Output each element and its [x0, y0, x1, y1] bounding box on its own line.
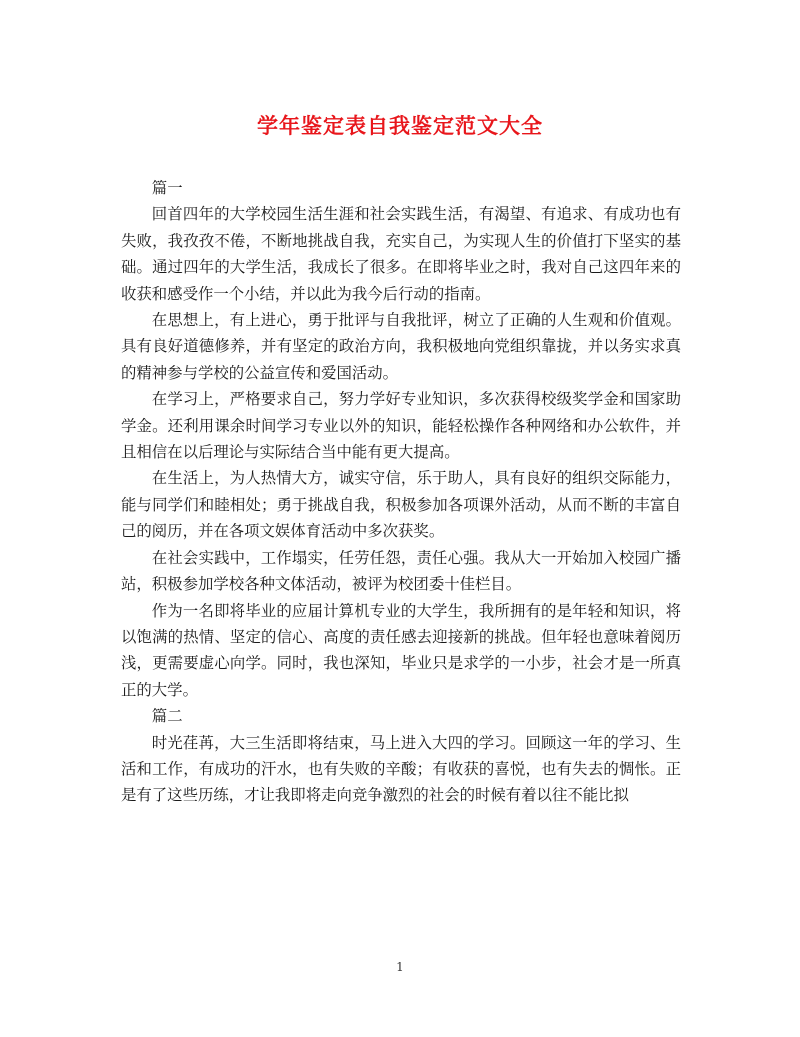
paragraph: 作为一名即将毕业的应届计算机专业的大学生，我所拥有的是年轻和知识，将以饱满的热情、坚定的信心、高度的责任感去迎接新的挑战。但年轻也意味着阅历浅，更需要虚心向学。同时，我也深知，毕业只是求学的一小步，社会才是一所真正的大学。	[121, 601, 681, 699]
paragraph: 在思想上，有上进心，勇于批评与自我批评，树立了正确的人生观和价值观。具有良好道德修养，并有坚定的政治方向，我积极地向党组织靠拢，并以务实求真的精神参与学校的公益宣传和爱国活动。	[121, 311, 681, 382]
paragraph: 在社会实践中，工作塌实，任劳任怨，责任心强。我从大一开始加入校园广播站，积极参加学校各种文体活动，被评为校团委十佳栏目。	[121, 548, 681, 594]
section-heading-1: 篇一	[151, 179, 183, 197]
paragraph: 在学习上，严格要求自己，努力学好专业知识，多次获得校级奖学金和国家助学金。还利用课余时间学习专业以外的知识，能轻松操作各种网络和办公软件，并且相信在以后理论与实际结合当中能有更大提高。	[121, 390, 681, 462]
section-heading-2: 篇二	[151, 707, 183, 726]
paragraph: 回首四年的大学校园生活生涯和社会实践生活，有渴望、有追求、有成功也有失败，我孜孜不倦，不断地挑战自我，充实自己，为实现人生的价值打下坚实的基础。通过四年的大学生活，我成长了很多。在即将毕业之时，我对自己这四年来的收获和感受作一个小结，并以此为我今后行动的指南。	[121, 205, 681, 303]
page-number: 1	[396, 960, 404, 974]
document-body	[121, 175, 681, 809]
paragraph: 时光荏苒，大三生活即将结束，马上进入大四的学习。回顾这一年的学习、生活和工作，有成功的汗水，也有失败的辛酸；有收获的喜悦，也有失去的惆怅。正是有了这些历练，才让我即将走向竞争激烈的社会的时候有着以往不能比拟	[121, 733, 681, 805]
document-title: 学年鉴定表自我鉴定范文大全	[257, 113, 543, 138]
paragraph: 在生活上，为人热情大方，诚实守信，乐于助人，具有良好的组织交际能力，能与同学们和睦相处；勇于挑战自我，积极参加各项课外活动，从而不断的丰富自己的阅历，并在各项文娱体育活动中多次获奖。	[121, 469, 681, 541]
